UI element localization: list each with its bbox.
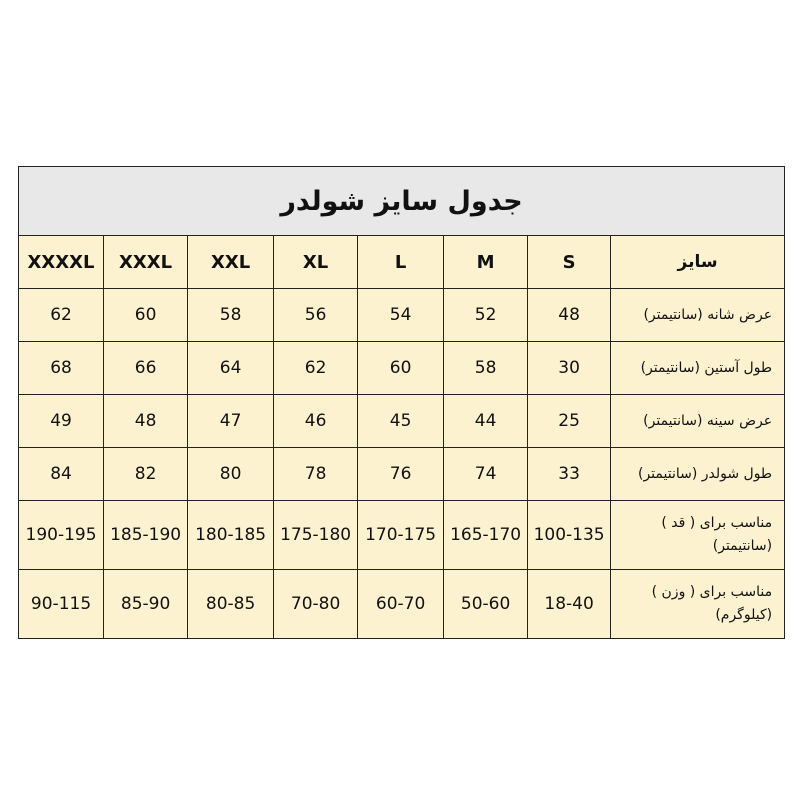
size-header-xl: XL [274,236,358,289]
table-cell: 44 [444,395,528,448]
table-cell: 180-185 [188,501,274,570]
title-row [19,167,785,236]
table-cell: 30 [528,342,611,395]
row-label: طول شولدر (سانتیمتر) [611,448,785,501]
table-cell: 74 [444,448,528,501]
table-cell: 64 [188,342,274,395]
table-cell: 60-70 [358,570,444,639]
size-header-l: L [358,236,444,289]
size-header-s: S [528,236,611,289]
size-header-xxxl: XXXL [104,236,188,289]
size-header-row [19,236,785,289]
size-chart-table [18,166,785,639]
table-cell: 48 [528,289,611,342]
table-cell: 170-175 [358,501,444,570]
table-cell: 80-85 [188,570,274,639]
table-cell: 48 [104,395,188,448]
table-cell: 84 [19,448,104,501]
table-row-weight-fit [19,570,785,639]
table-cell: 175-180 [274,501,358,570]
row-label: مناسب برای ( قد ) (سانتیمتر) [611,501,785,570]
row-label: مناسب برای ( وزن ) (کیلوگرم) [611,570,785,639]
size-label-header: سایز [611,236,785,289]
table-row-chest-width [19,395,785,448]
size-header-xxxxl: XXXXL [19,236,104,289]
table-row-sleeve-length [19,342,785,395]
table-cell: 70-80 [274,570,358,639]
table-cell: 52 [444,289,528,342]
table-cell: 60 [104,289,188,342]
size-header-m: M [444,236,528,289]
table-cell: 18-40 [528,570,611,639]
table-cell: 50-60 [444,570,528,639]
row-label: عرض شانه (سانتیمتر) [611,289,785,342]
table-cell: 33 [528,448,611,501]
table-cell: 66 [104,342,188,395]
table-cell: 85-90 [104,570,188,639]
table-cell: 62 [19,289,104,342]
row-label: عرض سینه (سانتیمتر) [611,395,785,448]
table-cell: 58 [188,289,274,342]
table-row-shoulder-length [19,448,785,501]
table-cell: 45 [358,395,444,448]
table-cell: 165-170 [444,501,528,570]
table-cell: 46 [274,395,358,448]
row-label: طول آستین (سانتیمتر) [611,342,785,395]
size-header-xxl: XXL [188,236,274,289]
table-cell: 100-135 [528,501,611,570]
table-cell: 54 [358,289,444,342]
table-cell: 82 [104,448,188,501]
table-cell: 80 [188,448,274,501]
table-cell: 47 [188,395,274,448]
table-cell: 68 [19,342,104,395]
table-cell: 62 [274,342,358,395]
table-row-height-fit [19,501,785,570]
table-cell: 78 [274,448,358,501]
table-cell: 185-190 [104,501,188,570]
table-cell: 56 [274,289,358,342]
table-row-shoulder-width [19,289,785,342]
table-cell: 90-115 [19,570,104,639]
table-title: جدول سایز شولدر [19,167,785,236]
table-cell: 49 [19,395,104,448]
table-cell: 25 [528,395,611,448]
table-cell: 58 [444,342,528,395]
table-cell: 190-195 [19,501,104,570]
table-cell: 60 [358,342,444,395]
table-cell: 76 [358,448,444,501]
